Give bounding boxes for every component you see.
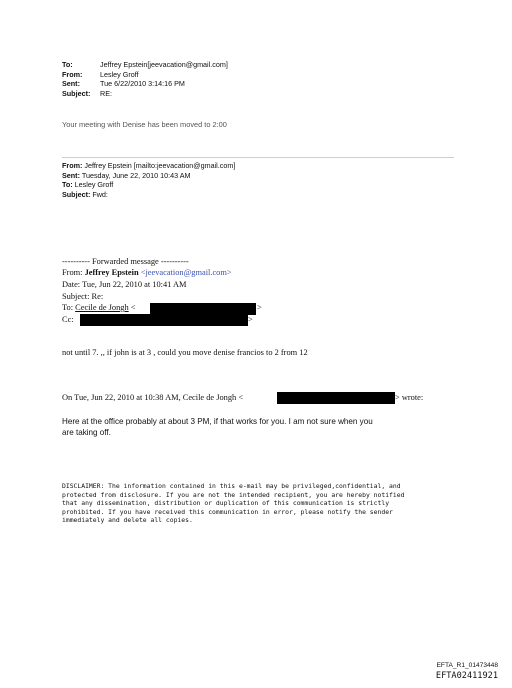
quoted-subject-label: Subject: (62, 189, 91, 199)
quoted-from-value: Jeffrey Epstein [mailto:jeevacation@gmail.com] (82, 161, 236, 170)
redaction-box (80, 314, 248, 326)
to-row (62, 60, 228, 70)
disclaimer-line: that any dissemination, distribution or duplication of this communication is strictly (62, 499, 390, 508)
sent-value: Tue 6/22/2010 3:14:16 PM (100, 79, 185, 89)
sent-label: Sent: (62, 79, 80, 89)
quoted-sent-label: Sent: (62, 170, 80, 180)
disclaimer-line: protected from disclosure. If you are not the intended recipient, you are hereby notified (62, 490, 405, 499)
disclaimer-line: DISCLAIMER: The information contained in this e-mail may be privileged,confidential, and (62, 482, 401, 490)
forwarded-subject: Subject: Re: (62, 292, 104, 301)
from-row (62, 70, 228, 80)
footer-ref-1: EFTA_R1_01473448 (436, 662, 498, 669)
on-line-pre: On Tue, Jun 22, 2010 at 10:38 AM, Cecile de Jongh < (62, 393, 244, 402)
from-value: Lesley Groff (100, 69, 139, 79)
quoted-to-value: Lesley Groff (72, 180, 114, 190)
divider (62, 157, 454, 158)
forwarded-cc-gt: > (248, 315, 253, 324)
quoted-to-label: To: (62, 180, 73, 190)
to-value: Jeffrey Epstein[jeevacation@gmail.com] (100, 60, 228, 69)
forwarded-from-name: Jeffrey Epstein (84, 268, 139, 277)
cecile-reply-line: are taking off. (62, 428, 111, 437)
forwarded-to-label: To: (62, 303, 76, 312)
forwarded-from-label: From: (62, 268, 85, 277)
subject-label: Subject: (62, 88, 91, 98)
subject-row (62, 89, 228, 99)
cecile-reply (62, 416, 373, 438)
from-label: From: (62, 69, 83, 79)
forwarded-to-name: Cecile de Jongh (75, 303, 129, 312)
reply-body: Your meeting with Denise has been moved to 2:00 (62, 120, 227, 129)
to-label: To: (62, 60, 73, 69)
forwarded-body: not until 7. ,, if john is at 3 , could you move denise francios to 2 from 12 (62, 348, 308, 357)
quoted-from-label: From: (62, 161, 83, 170)
disclaimer-line: immediately and delete all copies. (62, 516, 193, 525)
email-header (62, 60, 228, 98)
forwarded-to-gt: > (257, 303, 262, 312)
on-line-post: > wrote: (395, 393, 424, 402)
quoted-to-row (62, 180, 235, 190)
forwarded-to-lt: < (128, 303, 136, 312)
quoted-subject-row (62, 190, 235, 200)
sent-row (62, 79, 228, 89)
subject-value: RE: (100, 88, 112, 98)
quoted-subject-value: Fwd: (90, 189, 108, 199)
forwarded-to-row (62, 303, 135, 312)
footer-ref-2: EFTA02411921 (435, 671, 498, 681)
quoted-from-row (62, 161, 235, 171)
quoted-sent-row (62, 171, 235, 181)
quoted-header (62, 161, 235, 199)
disclaimer (62, 482, 404, 525)
quoted-sent-value: Tuesday, June 22, 2010 10:43 AM (79, 170, 191, 180)
forwarded-from-row (62, 268, 232, 277)
forwarded-divider: ---------- Forwarded message ---------- (62, 257, 189, 266)
forwarded-date: Date: Tue, Jun 22, 2010 at 10:41 AM (62, 280, 187, 289)
cecile-reply-line: Here at the office probably at about 3 PM, if that works for you. I am not sure when you (62, 417, 373, 426)
forwarded-from-email: <jeevacation@gmail.com> (138, 268, 232, 277)
redaction-box (277, 392, 395, 404)
forwarded-cc-label: Cc: (62, 315, 74, 324)
disclaimer-line: prohibited. If you have received this communication in error, please notify the sender (62, 507, 393, 516)
